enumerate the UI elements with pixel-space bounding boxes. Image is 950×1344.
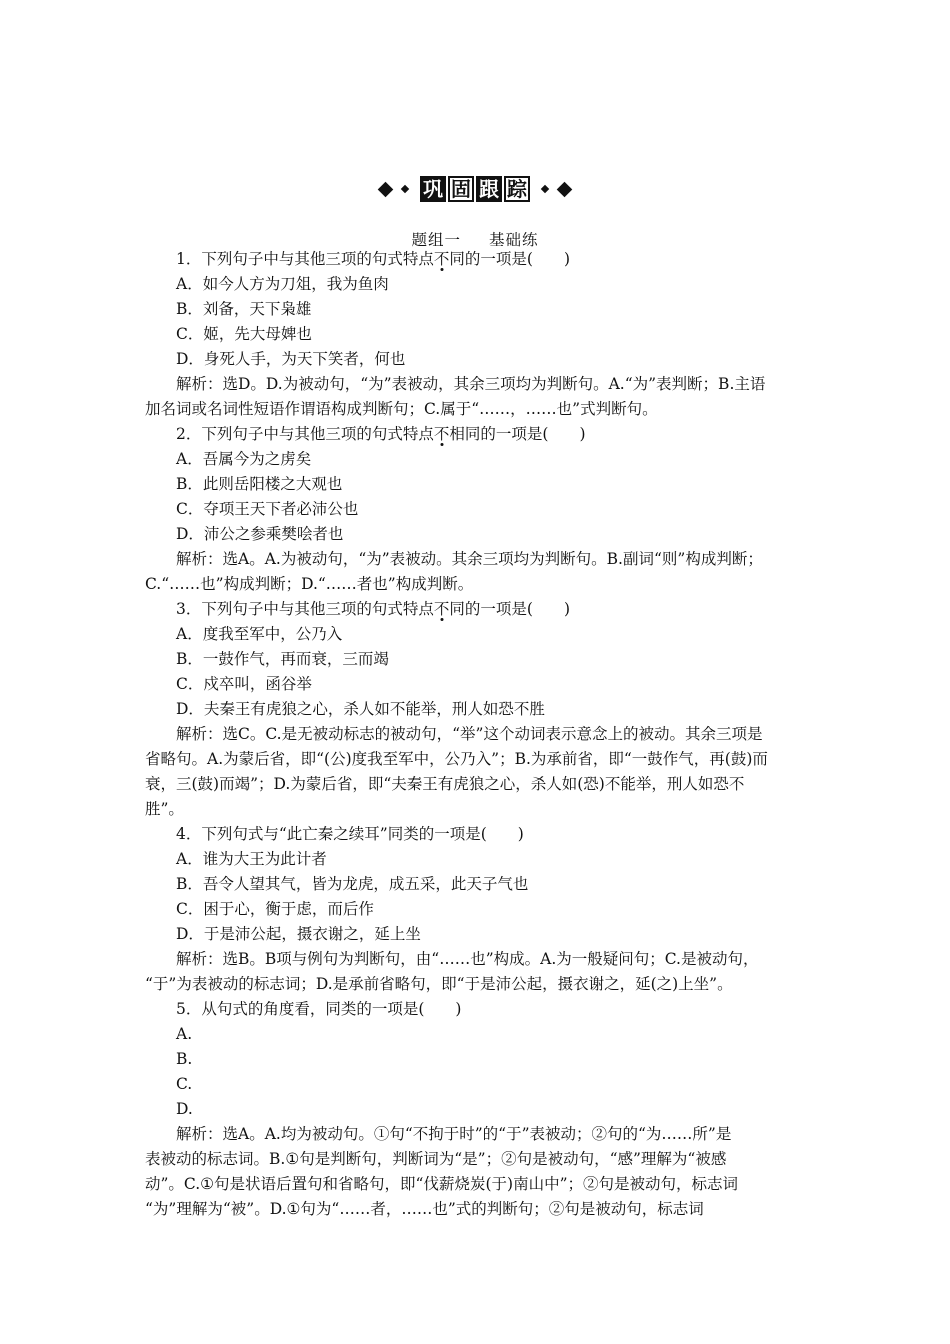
banner-title (419, 176, 531, 202)
question-1-option-c: C．姬，先大母婢也 (176, 325, 312, 343)
diamond-icon (401, 185, 409, 193)
question-3-analysis-cont: 胜”。 (145, 800, 184, 818)
question-1-option-d: D．身死人手，为天下笑者，何也 (176, 350, 406, 368)
question-4-option-d: D．于是沛公起，摄衣谢之，延上坐 (176, 925, 421, 943)
question-5-analysis-cont: “为”理解为“被”。D.①句为“……者，……也”式的判断句；②句是被动句，标志词 (145, 1200, 704, 1218)
question-3-analysis-cont: 衰，三(鼓)而竭”；D.为蒙后省，即“夫秦王有虎狼之心，杀人如(恐)不能举，刑人如恐不 (145, 775, 745, 793)
question-3-option-d: D．夫秦王有虎狼之心，杀人如不能举，刑人如恐不胜 (176, 700, 545, 718)
question-2-stem: 2．下列句子中与其他三项的句式特点不相同的一项是( ) (176, 425, 586, 443)
banner-char: 跟 (476, 176, 502, 202)
question-3-option-a: A．度我至军中，公乃入 (176, 625, 343, 643)
diamond-icon (378, 181, 394, 197)
question-2-option-d: D．沛公之参乘樊哙者也 (176, 525, 344, 543)
banner-char: 踪 (504, 176, 530, 202)
banner-char: 巩 (420, 176, 446, 202)
question-4-option-b: B．吾令人望其气，皆为龙虎，成五采，此天子气也 (176, 875, 529, 893)
question-2-analysis-cont: C.“……也”构成判断；D.“……者也”构成判断。 (145, 575, 474, 593)
question-2-analysis: 解析：选A。A.为被动句，“为”表被动。其余三项均为判断句。B.副词“则”构成判断； (176, 550, 763, 568)
question-5-option-c: C. (176, 1075, 193, 1093)
question-5-option-a: A. (176, 1025, 193, 1043)
question-5-analysis-cont: 动”。C.①句是状语后置句和省略句，即“伐薪烧炭(于)南山中”；②句是被动句，标志词 (145, 1175, 738, 1193)
question-1-stem: 1．下列句子中与其他三项的句式特点不同的一项是( ) (176, 250, 570, 268)
question-5-option-b: B. (176, 1050, 193, 1068)
diamond-icon (541, 185, 549, 193)
question-5-analysis: 解析：选A。A.均为被动句。①句“不拘于时”的“于”表被动；②句的“为……所”是 (176, 1125, 732, 1143)
question-3-option-b: B．一鼓作气，再而衰，三而竭 (176, 650, 389, 668)
question-1-option-b: B．刘备，天下枭雄 (176, 300, 312, 318)
question-1-analysis: 解析：选D。D.为被动句，“为”表被动，其余三项均为判断句。A.“为”表判断；B.主语 (176, 375, 766, 393)
question-3-analysis-cont: 省略句。A.为蒙后省，即“(公)度我至军中，公乃入”；B.为承前省，即“一鼓作气，再(鼓)而 (145, 750, 768, 768)
question-4-option-a: A．谁为大王为此计者 (176, 850, 327, 868)
question-3-stem: 3．下列句子中与其他三项的句式特点不同的一项是( ) (176, 600, 570, 618)
question-4-option-c: C．困于心，衡于虑，而后作 (176, 900, 374, 918)
diamond-icon (557, 181, 573, 197)
question-4-stem: 4．下列句式与“此亡秦之续耳”同类的一项是( ) (176, 825, 524, 843)
question-5-option-d: D. (176, 1100, 193, 1118)
question-4-analysis: 解析：选B。B项与例句为判断句，由“……也”构成。A.为一般疑问句；C.是被动句， (176, 950, 759, 968)
question-5-stem: 5．从句式的角度看，同类的一项是( ) (176, 1000, 462, 1018)
banner-char: 固 (448, 176, 474, 202)
question-2-option-a: A．吾属今为之虏矣 (176, 450, 312, 468)
group-title: 题组一 基础练 (411, 231, 539, 249)
section-banner (0, 174, 950, 204)
question-1-analysis-cont: 加名词或名词性短语作谓语构成判断句；C.属于“……，……也”式判断句。 (145, 400, 658, 418)
question-4-analysis-cont: “于”为表被动的标志词；D.是承前省略句，即“于是沛公起，摄衣谢之，延(之)上坐”。 (145, 975, 733, 993)
question-2-option-b: B．此则岳阳楼之大观也 (176, 475, 343, 493)
question-3-analysis: 解析：选C。C.是无被动标志的被动句，“举”这个动词表示意念上的被动。其余三项是 (176, 725, 763, 743)
question-5-analysis-cont: 表被动的标志词。B.①句是判断句，判断词为“是”；②句是被动句，“感”理解为“被感 (145, 1150, 727, 1168)
question-1-option-a: A．如今人方为刀俎，我为鱼肉 (176, 275, 389, 293)
question-3-option-c: C．戍卒叫，函谷举 (176, 675, 312, 693)
question-2-option-c: C．夺项王天下者必沛公也 (176, 500, 359, 518)
